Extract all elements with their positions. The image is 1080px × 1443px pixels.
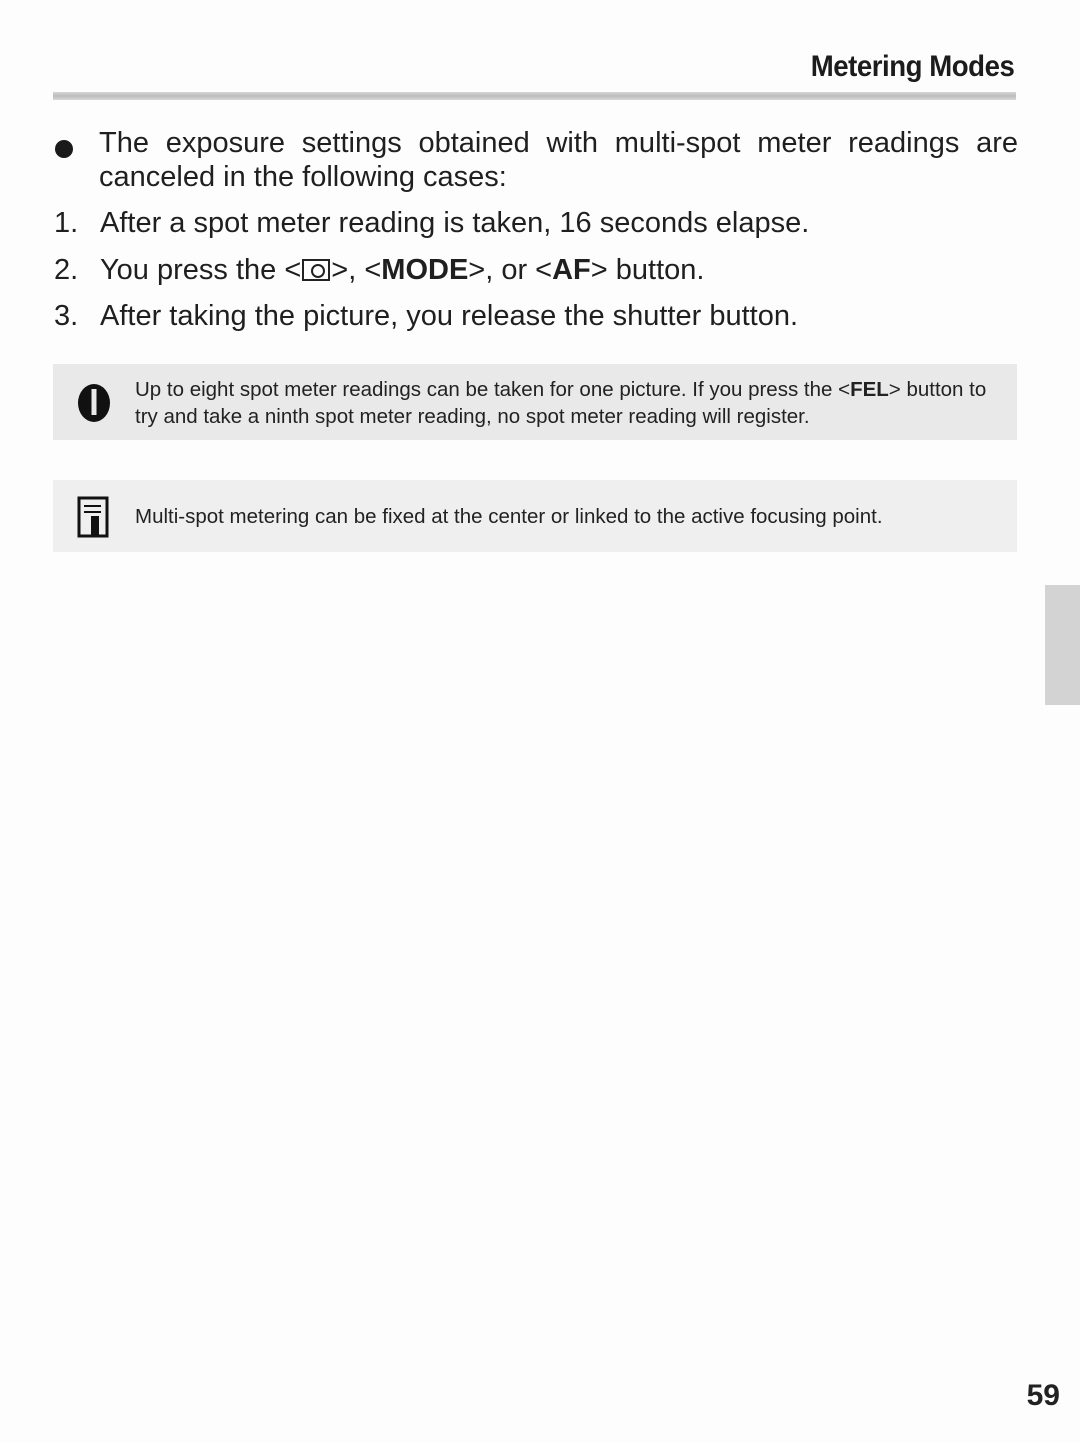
step-text: After taking the picture, you release the shutter button. — [100, 300, 799, 332]
bullet-dot-icon — [55, 140, 73, 158]
caution-note — [53, 364, 1017, 440]
step-item-3 — [54, 299, 798, 333]
step-text-suffix: > button. — [590, 254, 705, 286]
tip-note — [53, 480, 1017, 552]
step-number: 2. — [54, 254, 79, 286]
step-text-prefix: You press the < — [100, 254, 302, 286]
step-text-mid: >, < — [331, 254, 382, 286]
section-tab — [1045, 585, 1080, 705]
step-item-1 — [54, 206, 809, 240]
bullet-text: The exposure settings obtained with multi-spot meter readings are canceled in the following cases: — [99, 127, 1018, 193]
fel-button-label: FEL — [850, 378, 889, 401]
caution-icon — [73, 382, 115, 424]
page-number: 59 — [1026, 1379, 1060, 1412]
step-text-mid: >, or < — [468, 254, 553, 286]
step-item-2 — [54, 253, 704, 287]
step-text: After a spot meter reading is taken, 16 seconds elapse. — [100, 207, 810, 239]
tip-text: Multi-spot metering can be fixed at the center or linked to the active focusing point. — [135, 505, 883, 528]
af-button-label: AF — [552, 254, 591, 286]
caution-text: Up to eight spot meter readings can be taken for one picture. If you press the <FEL> button to try and take a ninth spot meter reading, no spot meter reading will register. — [135, 378, 987, 428]
step-number: 1. — [54, 207, 79, 239]
metering-mode-icon — [302, 259, 330, 281]
bullet-item — [50, 126, 1018, 194]
header-divider — [53, 92, 1016, 100]
custom-function-icon — [77, 496, 109, 538]
page-title: Metering Modes — [810, 50, 1014, 83]
step-number: 3. — [54, 300, 79, 332]
mode-button-label: MODE — [381, 254, 469, 286]
